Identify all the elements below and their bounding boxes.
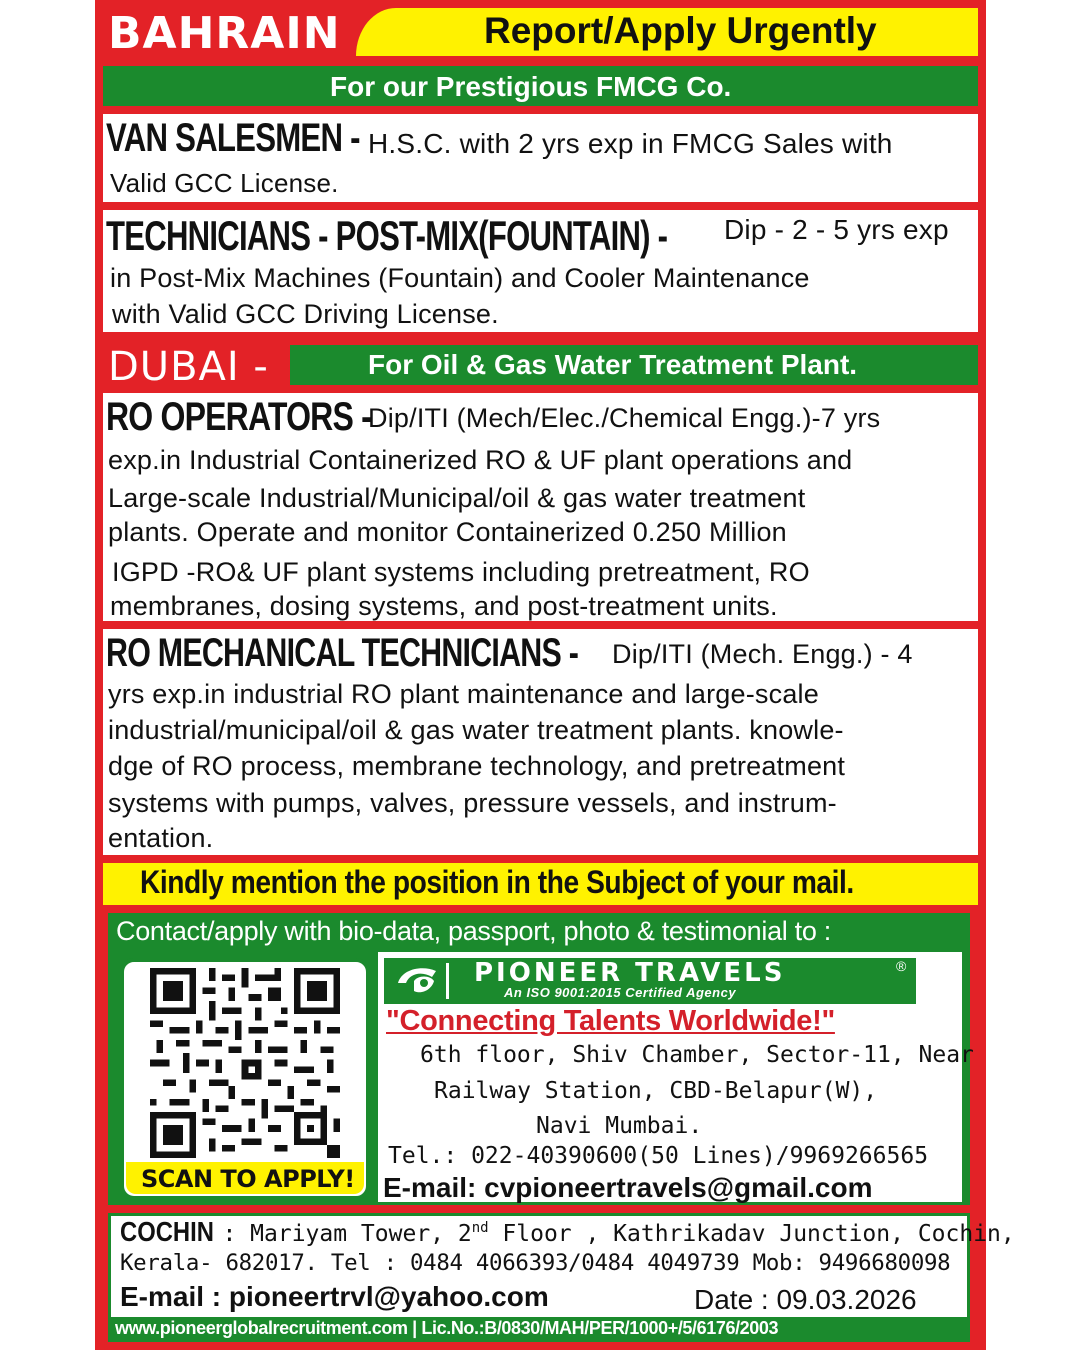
job-desc-ro-operators-1: Dip/ITI (Mech/Elec./Chemical Engg.)-7 yrs bbox=[368, 403, 881, 433]
agency-email[interactable]: E-mail: cvpioneertravels@gmail.com bbox=[383, 1172, 873, 1203]
job-desc-van-salesmen-1: H.S.C. with 2 yrs exp in FMCG Sales with bbox=[368, 128, 893, 159]
bahrain-label: BAHRAIN bbox=[108, 8, 341, 59]
job-desc-ro-mech-3: industrial/municipal/oil & gas water treatment plants. knowle- bbox=[108, 715, 844, 745]
dubai-label: DUBAI - bbox=[108, 344, 269, 390]
fmcg-banner-text: For our Prestigious FMCG Co. bbox=[330, 71, 732, 102]
job-desc-ro-mech-2: yrs exp.in industrial RO plant maintenance and large-scale bbox=[108, 679, 819, 709]
notice-text: Kindly mention the position in the Subject of your mail. bbox=[140, 864, 854, 900]
cochin-line-2: Kerala- 682017. Tel : 0484 4066393/0484 4049739 Mob: 9496680098 bbox=[120, 1250, 951, 1276]
job-desc-ro-mech-1: Dip/ITI (Mech. Engg.) - 4 bbox=[612, 639, 913, 669]
cochin-label: COCHIN bbox=[120, 1216, 214, 1247]
job-desc-technicians-3: with Valid GCC Driving License. bbox=[112, 299, 499, 329]
job-desc-ro-operators-4: plants. Operate and monitor Containerized 0.250 Million bbox=[108, 517, 787, 547]
urgent-text: Report/Apply Urgently bbox=[484, 10, 877, 51]
scan-to-apply-label[interactable]: SCAN TO APPLY! bbox=[141, 1165, 355, 1193]
footer-text[interactable]: www.pioneerglobalrecruitment.com | Lic.No.:B/0830/MAH/PER/1000+/5/6176/2003 bbox=[115, 1318, 779, 1338]
cochin-email[interactable]: E-mail : pioneertrvl@yahoo.com bbox=[120, 1281, 549, 1312]
agency-tel: Tel.: 022-40390600(50 Lines)/9969266565 bbox=[388, 1143, 929, 1169]
job-title-ro-operators: RO OPERATORS - bbox=[106, 395, 371, 439]
agency-registered-mark: ® bbox=[896, 958, 907, 974]
job-desc-ro-operators-2: exp.in Industrial Containerized RO & UF plant operations and bbox=[108, 445, 853, 475]
agency-address-3: Navi Mumbai. bbox=[536, 1113, 703, 1139]
agency-iso: An ISO 9001:2015 Certified Agency bbox=[504, 985, 737, 1000]
qr-code-icon[interactable] bbox=[150, 968, 340, 1158]
agency-name: PIONEER TRAVELS bbox=[474, 958, 786, 988]
job-desc-van-salesmen-2: Valid GCC License. bbox=[110, 168, 339, 198]
cochin-line-1: COCHIN : Mariyam Tower, 2nd Floor , Kathrikadav Junction, Cochin, bbox=[120, 1216, 1015, 1247]
oil-gas-banner-text: For Oil & Gas Water Treatment Plant. bbox=[368, 349, 858, 380]
agency-address-1: 6th floor, Shiv Chamber, Sector-11, Near bbox=[420, 1042, 974, 1068]
job-desc-technicians-1: Dip - 2 - 5 yrs exp bbox=[724, 214, 949, 245]
job-desc-ro-mech-6: entation. bbox=[108, 823, 214, 853]
job-title-van-salesmen: VAN SALESMEN - bbox=[106, 116, 360, 160]
job-desc-technicians-2: in Post-Mix Machines (Fountain) and Cooler Maintenance bbox=[110, 263, 810, 293]
job-desc-ro-mech-5: systems with pumps, valves, pressure vessels, and instrum- bbox=[108, 788, 837, 818]
agency-tagline: "Connecting Talents Worldwide!" bbox=[386, 1005, 835, 1037]
job-title-ro-mechanical: RO MECHANICAL TECHNICIANS - bbox=[106, 631, 579, 675]
posting-date: Date : 09.03.2026 bbox=[694, 1284, 917, 1315]
job-desc-ro-operators-3: Large-scale Industrial/Municipal/oil & gas water treatment bbox=[108, 483, 806, 513]
job-title-technicians-postmix: TECHNICIANS - POST-MIX(FOUNTAIN) - bbox=[106, 212, 668, 259]
job-desc-ro-operators-5: IGPD -RO& UF plant systems including pretreatment, RO bbox=[112, 557, 810, 587]
agency-address-2: Railway Station, CBD-Belapur(W), bbox=[434, 1078, 878, 1104]
contact-heading: Contact/apply with bio-data, passport, photo & testimonial to : bbox=[116, 916, 832, 946]
job-desc-ro-mech-4: dge of RO process, membrane technology, and pretreatment bbox=[108, 751, 846, 781]
pioneer-logo-icon bbox=[392, 961, 450, 1001]
job-desc-ro-operators-6: membranes, dosing systems, and post-treatment units. bbox=[110, 591, 778, 621]
